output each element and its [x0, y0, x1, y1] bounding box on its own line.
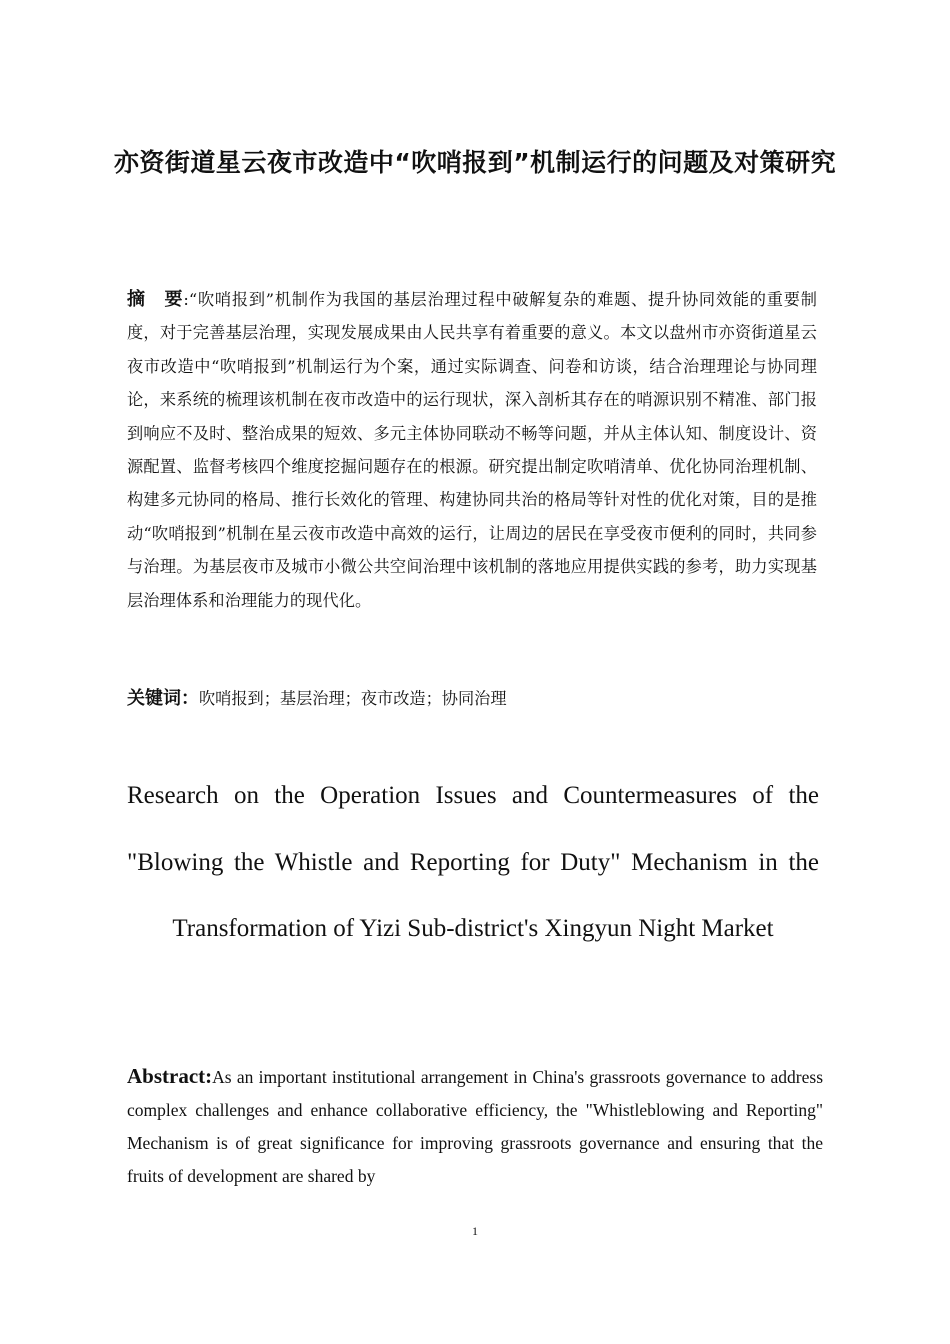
- english-abstract: [127, 1060, 823, 1193]
- chinese-keywords: [127, 682, 817, 715]
- chinese-abstract-text: “吹哨报到”机制作为我国的基层治理过程中破解复杂的难题、提升协同效能的重要制度，对于完善基层治理，实现发展成果由人民共享有着重要的意义。本文以盘州市亦资街道星云夜市改造中“吹哨报到”机制运行为个案，通过实际调查、问卷和访谈，结合治理理论与协同理论，来系统的梳理该机制在夜市改造中的运行现状，深入剖析其存在的哨源识别不精准、部门报到响应不及时、整治成果的短效、多元主体协同联动不畅等问题，并从主体认知、制度设计、资源配置、监督考核四个维度挖掘问题存在的根源。研究提出制定吹哨清单、优化协同治理机制、构建多元协同的格局、推行长效化的管理、构建协同共治的格局等针对性的优化对策，目的是推动“吹哨报到”机制在星云夜市改造中高效的运行，让周边的居民在享受夜市便利的同时，共同参与治理。为基层夜市及城市小微公共空间治理中该机制的落地应用提供实践的参考，助力实现基层治理体系和治理能力的现代化。: [127, 290, 817, 610]
- chinese-abstract-separator: :: [183, 290, 189, 309]
- chinese-title: 亦资街道星云夜市改造中“吹哨报到”机制运行的问题及对策研究: [113, 148, 837, 177]
- page-number: 1: [472, 1224, 478, 1238]
- english-abstract-text: As an important institutional arrangement in China's grassroots governance to address complex challenges and enhance collaborative efficiency, the "Whistleblowing and Reporting" Mechanism is of great significance for improving grassroots governance and ensuring that the fruits of development are shared by: [127, 1067, 823, 1186]
- english-abstract-label: Abstract:: [127, 1064, 213, 1088]
- chinese-abstract-label: 摘 要: [127, 289, 184, 310]
- chinese-abstract: [127, 283, 817, 617]
- chinese-keywords-label: 关键词：: [127, 688, 199, 709]
- chinese-keywords-text: 吹哨报到；基层治理；夜市改造；协同治理: [199, 689, 507, 708]
- english-title: Research on the Operation Issues and Countermeasures of the "Blowing the Whistle and Reporting for Duty" Mechanism in the Transformation of Yizi Sub-district's Xingyun Night Market: [127, 782, 819, 942]
